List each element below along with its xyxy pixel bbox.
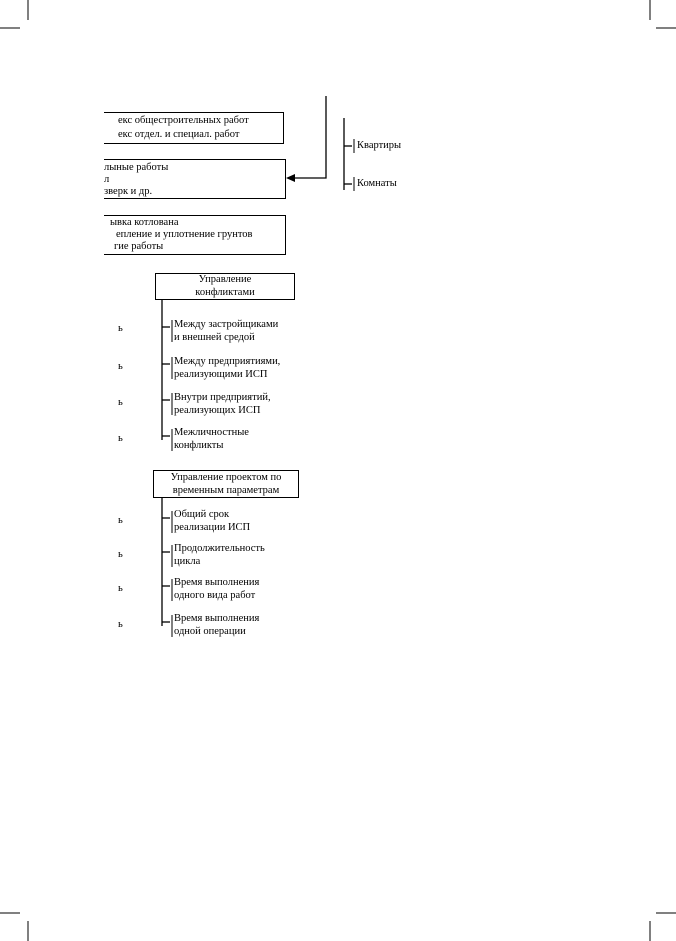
time-left-fragment-2: ь [118,549,123,560]
time-item-3-line-1: Время выполнения [174,577,260,588]
conflict-left-fragment-1: ь [118,323,123,334]
top-box-3-line-1: ывка котлована [110,217,179,228]
time-title-line-1: Управление проектом по [170,472,282,483]
conflict-item-4-line-2: конфликты [174,440,224,451]
conflict-item-3-line-2: реализующих ИСП [174,405,261,416]
time-left-fragment-3: ь [118,583,123,594]
conflict-item-2-line-1: Между предприятиями, [174,356,281,367]
top-box-3-line-2: епление и уплотнение грунтов [116,229,253,240]
top-box-1-line-1: екс общестроительных работ [118,115,249,126]
top-box-2-line-2: л [104,174,110,185]
time-left-fragment-1: ь [118,515,123,526]
conflict-item-4-line-1: Межличностные [174,427,249,438]
arrow-head [286,174,295,182]
time-title-line-2: временным параметрам [172,485,280,496]
top-box-3-line-3: гие работы [114,241,164,252]
time-item-4-line-2: одной операции [174,626,246,637]
conflict-item-1-line-1: Между застройщиками [174,319,279,330]
right-item-kvartiry: Квартиры [357,140,402,151]
conflict-title-line-2: конфликтами [195,287,255,298]
time-item-1-line-2: реализации ИСП [174,522,251,533]
conflict-item-1-line-2: и внешней средой [174,332,255,343]
top-box-2-line-1: лыные работы [104,162,169,173]
right-item-komnaty: Комнаты [357,178,397,189]
conflict-left-fragment-2: ь [118,361,123,372]
time-item-2-line-1: Продолжительность [174,543,265,554]
top-box-1-line-2: екс отдел. и специал. работ [118,129,240,140]
time-left-fragment-4: ь [118,619,123,630]
time-item-4-line-1: Время выполнения [174,613,260,624]
time-item-1-line-1: Общий срок [174,509,230,520]
conflict-left-fragment-4: ь [118,433,123,444]
top-connector [290,96,326,178]
top-box-2-line-3: зверк и др. [104,186,153,197]
time-item-2-line-2: цикла [174,556,201,567]
conflict-left-fragment-3: ь [118,397,123,408]
conflict-title-line-1: Управление [198,274,252,285]
time-item-3-line-2: одного вида работ [174,590,256,601]
conflict-item-2-line-2: реализующими ИСП [174,369,268,380]
conflict-item-3-line-1: Внутри предприятий, [174,392,271,403]
